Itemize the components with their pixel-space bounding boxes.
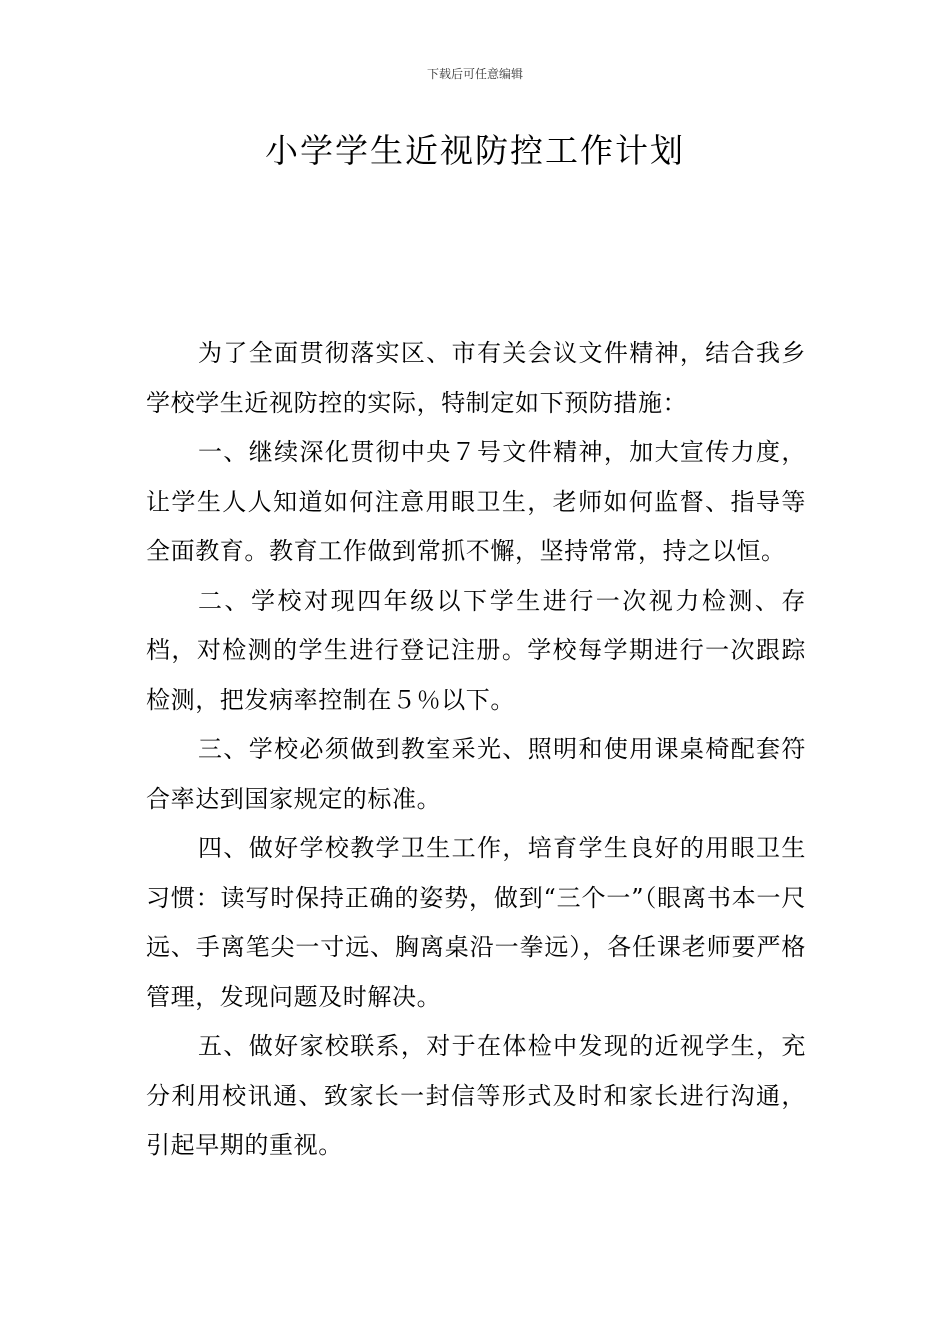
paragraph-item-1: 一、继续深化贯彻中央７号文件精神，加大宣传力度，让学生人人知道如何注意用眼卫生，老师如何监督、指导等全面教育。教育工作做到常抓不懈，坚持常常，持之以恒。 [146, 438, 806, 565]
header-note: 下载后可任意编辑 [426, 67, 523, 81]
paragraph-item-2: 二、学校对现四年级以下学生进行一次视力检测、存档，对检测的学生进行登记注册。学校每学期进行一次跟踪检测，把发病率控制在５％以下。 [146, 586, 806, 714]
paragraph-item-5: 五、做好家校联系，对于在体检中发现的近视学生，充分利用校讯通、致家长一封信等形式及时和家长进行沟通，引起早期的重视。 [146, 1032, 806, 1159]
document-body [146, 329, 806, 1171]
paragraph-item-3: 三、学校必须做到教室采光、照明和使用课桌椅配套符合率达到国家规定的标准。 [146, 735, 806, 813]
paragraph-intro: 为了全面贯彻落实区、市有关会议文件精神，结合我乡学校学生近视防控的实际，特制定如下预防措施： [146, 339, 806, 417]
paragraph-item-4: 四、做好学校教学卫生工作，培育学生良好的用眼卫生习惯：读写时保持正确的姿势，做到“三个一”（眼离书本一尺远、手离笔尖一寸远、胸离桌沿一拳远），各任课老师要严格管理，发现问题及时解决。 [146, 834, 806, 1011]
document-title: 小学学生近视防控工作计划 [265, 131, 685, 170]
